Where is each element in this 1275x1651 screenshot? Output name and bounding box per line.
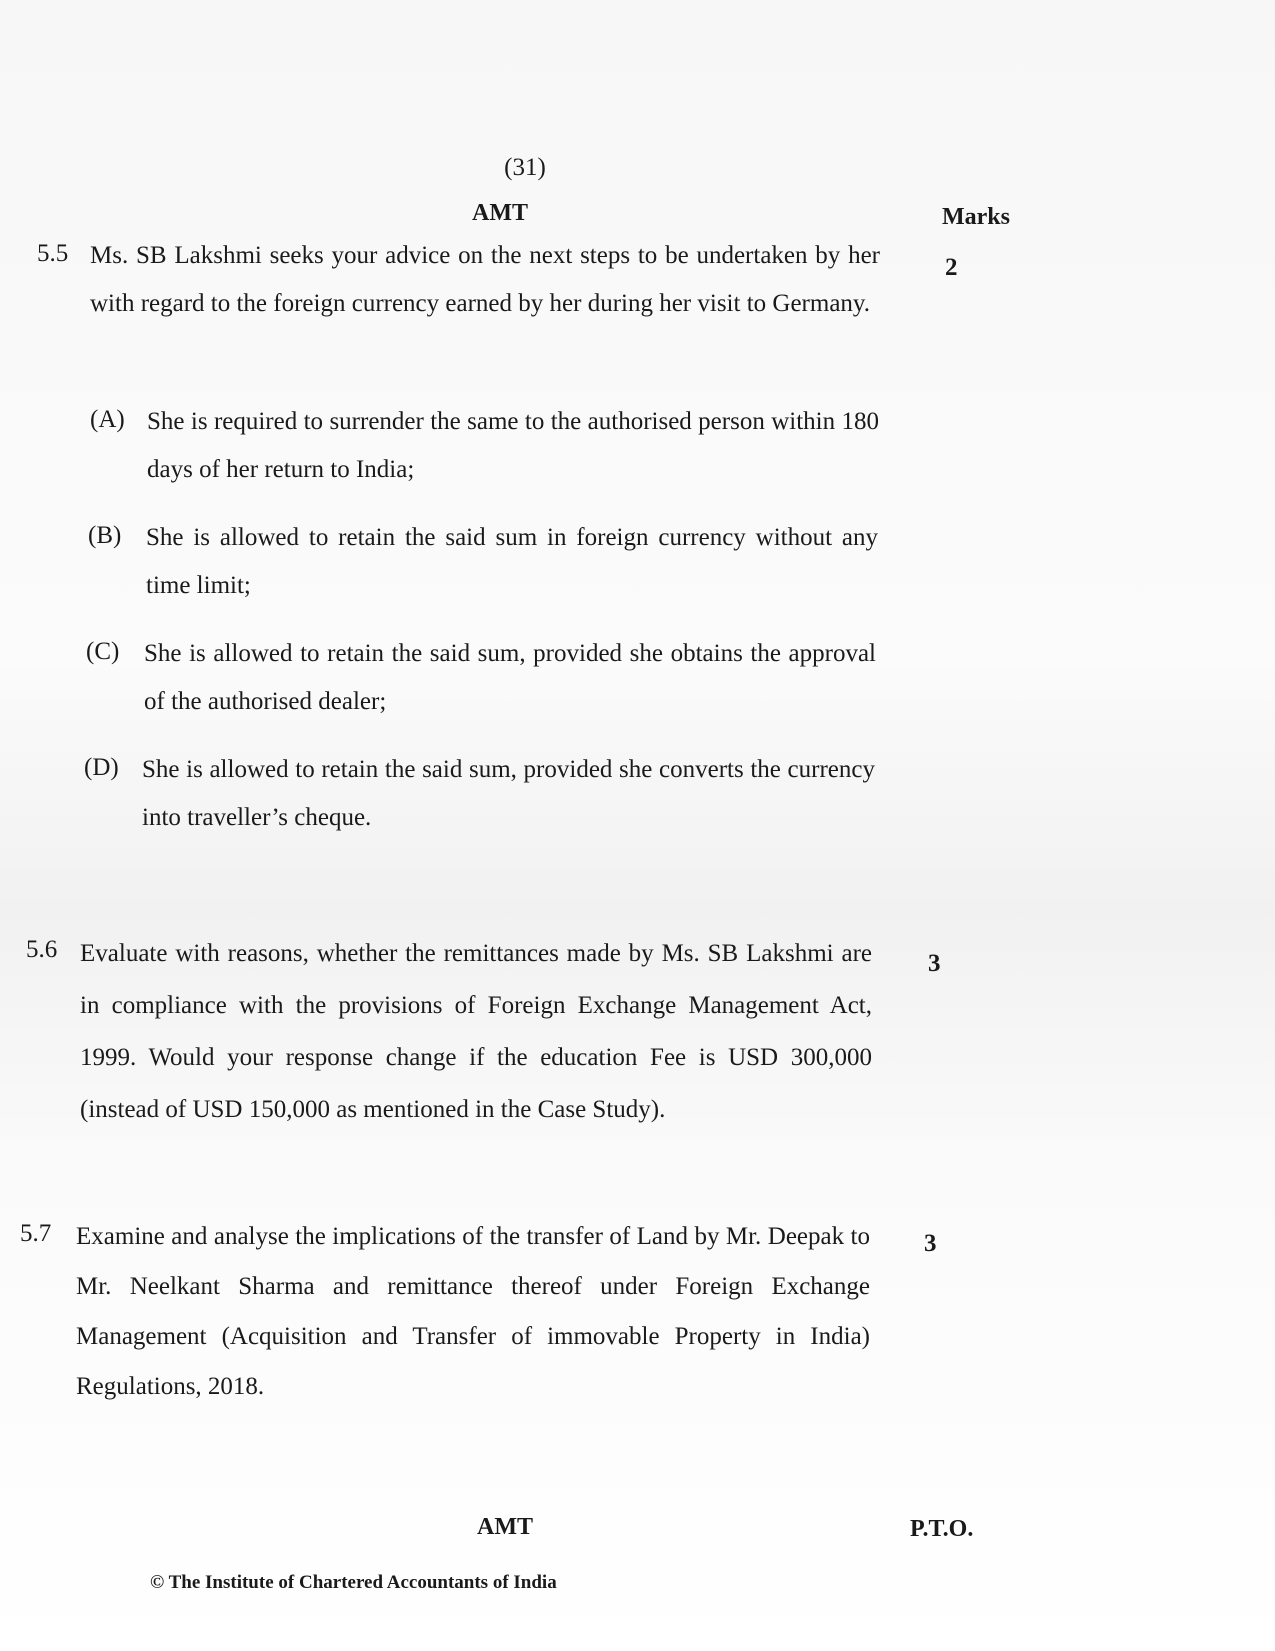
question-text: Evaluate with reasons, whether the remittances made by Ms. SB Lakshmi are in compliance with the provisions of Foreign Exchange Management Act, 1999. Would your response change if the education Fee is USD 300,000 (instead of USD 150,000 as mentioned in the Case Study). [80,940,872,1123]
question-number: 5.7 [20,1220,52,1247]
question-number: 5.6 [26,936,58,963]
option-text: She is required to surrender the same to the authorised person within 180 days of her return to India; [147,408,879,483]
please-turn-over: P.T.O. [910,1516,974,1542]
option-label: (D) [84,754,119,781]
question-text: Examine and analyse the implications of the transfer of Land by Mr. Deepak to Mr. Neelkant Sharma and remittance thereof under Foreign Exchange Management (Acquisition and Transfer of immovable Property in India) Regulations, 2018. [76,1223,870,1400]
question-marks: 2 [945,254,958,281]
question-marks: 3 [928,950,941,977]
question-text: Ms. SB Lakshmi seeks your advice on the next steps to be undertaken by her with regard to the foreign currency earned by her during her visit to Germany. [90,242,880,317]
question-marks: 3 [924,1230,937,1257]
question-number: 5.5 [37,240,69,267]
option-label: (C) [86,638,120,665]
header-subject: AMT [472,200,528,226]
option-text: She is allowed to retain the said sum in foreign currency without any time limit; [146,524,878,599]
page-number: (31) [504,154,546,181]
option-label: (A) [90,406,125,433]
option-text: She is allowed to retain the said sum, provided she converts the currency into traveller’s cheque. [142,756,875,831]
option-text: She is allowed to retain the said sum, provided she obtains the approval of the authorised dealer; [144,640,876,715]
footer-subject: AMT [477,1514,533,1540]
marks-column-header: Marks [942,204,1010,230]
copyright-notice: © The Institute of Chartered Accountants of India [150,1572,557,1593]
option-label: (B) [88,522,122,549]
